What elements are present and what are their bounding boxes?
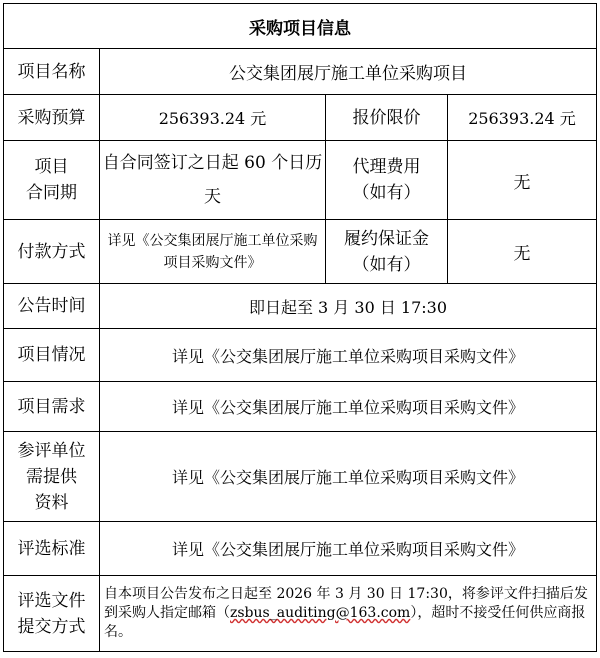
- row-payment: [4, 220, 597, 284]
- row-project-requirement: [4, 382, 597, 432]
- performance-bond-value: 无: [448, 220, 597, 284]
- project-requirement-label: 项目需求: [4, 382, 100, 432]
- criteria-label: 评选标准: [4, 522, 100, 576]
- agency-fee-label: [326, 141, 448, 220]
- row-submission: [4, 576, 597, 652]
- bidder-documents-label-line2: 需提供: [26, 466, 77, 487]
- bidder-documents-label-line1: 参评单位: [17, 440, 86, 461]
- submission-value: [100, 576, 597, 652]
- contract-period-label-line1: 项目: [34, 157, 69, 177]
- budget-label: 采购预算: [4, 95, 100, 141]
- contract-period-label: [4, 141, 100, 220]
- project-name-value: 公交集团展厅施工单位采购项目: [100, 49, 597, 95]
- submission-text-after: ），超时不接受任何供应商报名。: [104, 605, 586, 640]
- project-requirement-value: 详见《公交集团展厅施工单位采购项目采购文件》: [100, 382, 597, 432]
- bidder-documents-value: 详见《公交集团展厅施工单位采购项目采购文件》: [100, 432, 597, 522]
- payment-method-label: 付款方式: [4, 220, 100, 284]
- row-project-name: [4, 49, 597, 95]
- submission-email: zsbus_auditing@163.com: [230, 605, 411, 621]
- table-title-row: [4, 4, 597, 49]
- notice-time-label: 公告时间: [4, 284, 100, 329]
- submission-text-before: 自本项目公告发布之日起至 2026 年 3 月 30 日 17:30，将参评文件扫描后发到采购人指定邮箱（: [104, 586, 588, 621]
- performance-bond-label-line2: （如有）: [352, 254, 421, 275]
- project-situation-label: 项目情况: [4, 329, 100, 382]
- project-name-label: 项目名称: [4, 49, 100, 95]
- agency-fee-label-line1: 代理费用: [352, 157, 421, 177]
- contract-period-value: 自合同签订之日起 60 个日历天: [100, 141, 326, 220]
- submission-label: [4, 576, 100, 652]
- payment-method-value: 详见《公交集团展厅施工单位采购项目采购文件》: [100, 220, 326, 284]
- bidder-documents-label-line3: 资料: [34, 492, 69, 513]
- row-notice-time: [4, 284, 597, 329]
- procurement-info-table: [3, 3, 597, 652]
- project-situation-value: 详见《公交集团展厅施工单位采购项目采购文件》: [100, 329, 597, 382]
- table-title: 采购项目信息: [4, 4, 597, 49]
- performance-bond-label: [326, 220, 448, 284]
- row-criteria: [4, 522, 597, 576]
- criteria-value: 详见《公交集团展厅施工单位采购项目采购文件》: [100, 522, 597, 576]
- row-project-situation: [4, 329, 597, 382]
- budget-value: 256393.24 元: [100, 95, 326, 141]
- row-contract-period: [4, 141, 597, 220]
- price-limit-value: 256393.24 元: [448, 95, 597, 141]
- submission-label-line1: 评选文件: [17, 590, 86, 611]
- performance-bond-label-line1: 履约保证金: [344, 228, 429, 249]
- price-limit-label: 报价限价: [326, 95, 448, 141]
- row-bidder-documents: [4, 432, 597, 522]
- submission-label-line2: 提交方式: [17, 616, 86, 637]
- agency-fee-value: 无: [448, 141, 597, 220]
- row-budget: [4, 95, 597, 141]
- notice-time-value: 即日起至 3 月 30 日 17:30: [100, 284, 597, 329]
- bidder-documents-label: [4, 432, 100, 522]
- agency-fee-label-line2: （如有）: [352, 183, 421, 203]
- contract-period-label-line2: 合同期: [26, 183, 77, 203]
